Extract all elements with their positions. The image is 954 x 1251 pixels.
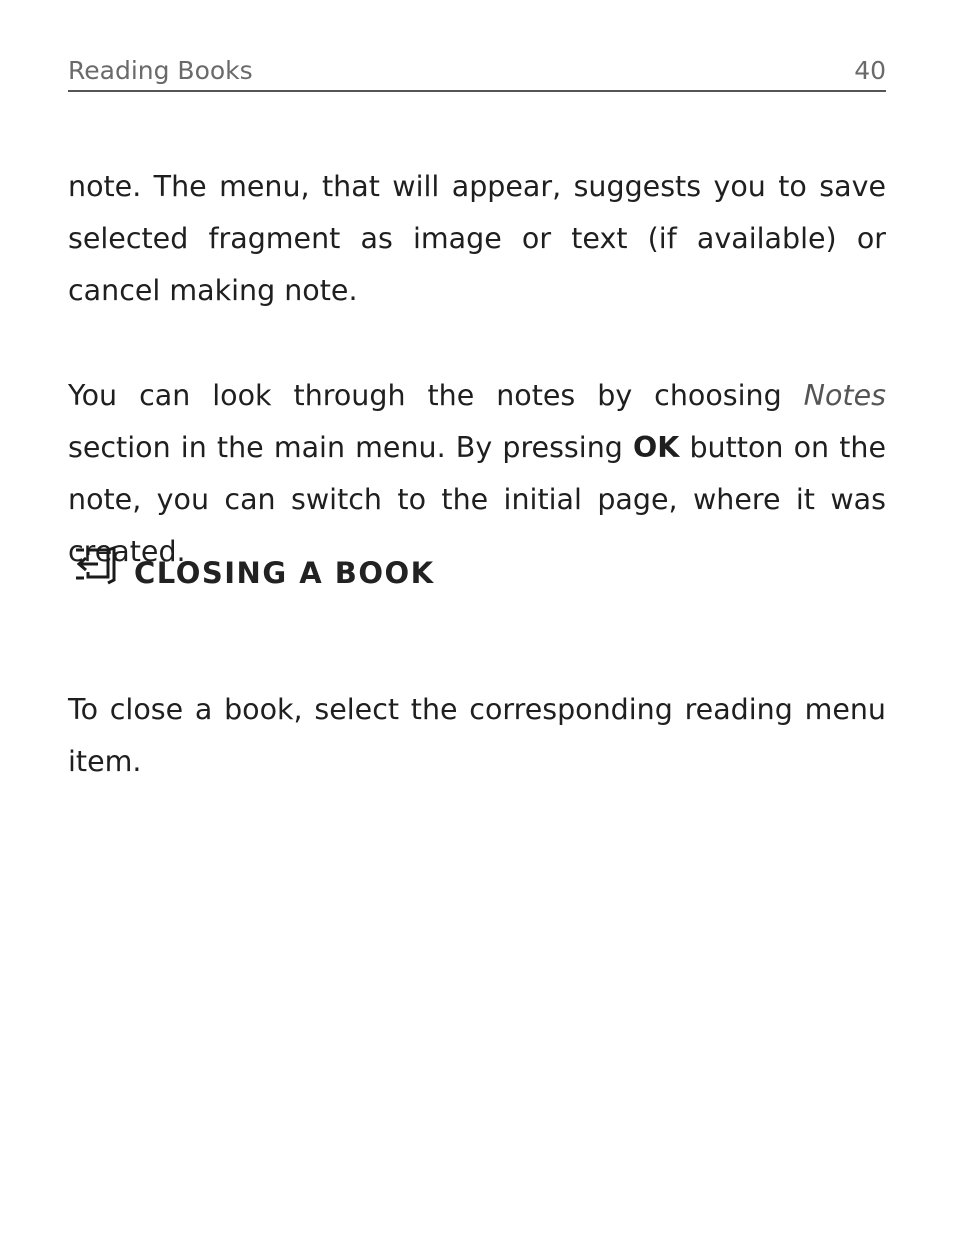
page-number: 40 [854,56,886,85]
paragraph-text: section in the main menu. By pressing [68,430,633,464]
notes-term: Notes [803,378,886,412]
section-closing-a-book [68,540,886,600]
section-title: Reading Books [68,56,253,85]
paragraph-note-menu: note. The menu, that will appear, suggests you to save selected fragment as image or text (if available) or cancel making note. [68,169,886,307]
paragraph-text: You can look through the notes by choosing [68,378,804,412]
ok-term: OK [633,430,680,464]
running-header [68,56,886,92]
close-book-icon [74,544,116,586]
paragraph-text: button on the note, you can switch to the initial page, where it was created. [68,430,887,568]
paragraph-close-book: To close a book, select the corresponding reading menu item. [68,692,886,778]
section-heading: CLOSING A BOOK [134,556,435,590]
